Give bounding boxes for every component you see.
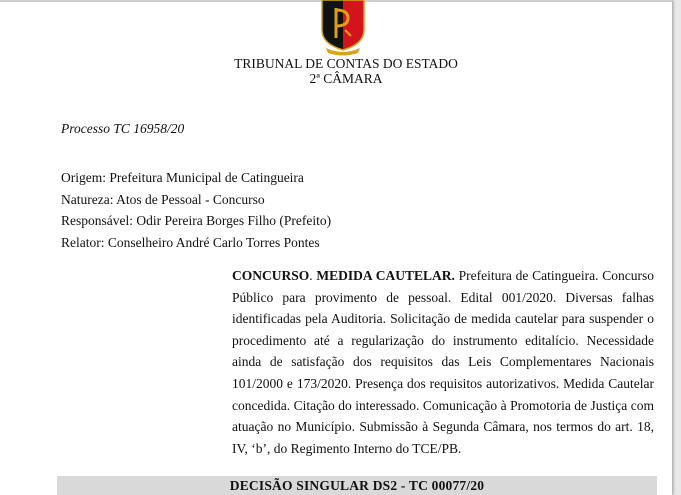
summary-lead-concurso: CONCURSO [232, 268, 310, 283]
decision-summary [232, 265, 654, 459]
origin-line: Origem: Prefeitura Municipal de Catingueira [61, 170, 304, 185]
coat-of-arms-emblem-icon [318, 0, 368, 56]
chamber-name: 2ª CÂMARA [309, 71, 383, 86]
decision-title: DECISÃO SINGULAR DS2 - TC 00077/20 [229, 478, 485, 493]
responsible-line: Responsável: Odir Pereira Borges Filho (Prefeito) [61, 213, 332, 228]
summary-separator: . [309, 268, 317, 283]
process-metadata [61, 167, 331, 253]
court-name: TRIBUNAL DE CONTAS DO ESTADO [234, 56, 458, 71]
summary-body: Prefeitura de Catingueira. Concurso Público para provimento de pessoal. Edital 001/2020. Diversas falhas identificadas pela Auditoria. Solicitação de medida cautelar para suspender o procedimento até a regularização do instrumento editalício. Necessidade ainda de satisfação dos requisitos das Leis Complementares Nacionais 101/2000 e 173/2020. Presença dos requisitos autorizativos. Medida Cautelar concedida. Citação do interessado. Comunicação à Promotoria de Justiça com atuação no Município. Submissão à Segunda Câmara, nos termos do art. 18, IV, ‘b’, do Regimento Interno do TCE/PB. [232, 268, 655, 456]
nature-line: Natureza: Atos de Pessoal - Concurso [61, 191, 265, 207]
process-number: Processo TC 16958/20 [61, 121, 185, 136]
summary-lead-medida: MEDIDA CAUTELAR. [316, 268, 455, 283]
rapporteur-line: Relator: Conselheiro André Carlo Torres Pontes [61, 234, 320, 250]
